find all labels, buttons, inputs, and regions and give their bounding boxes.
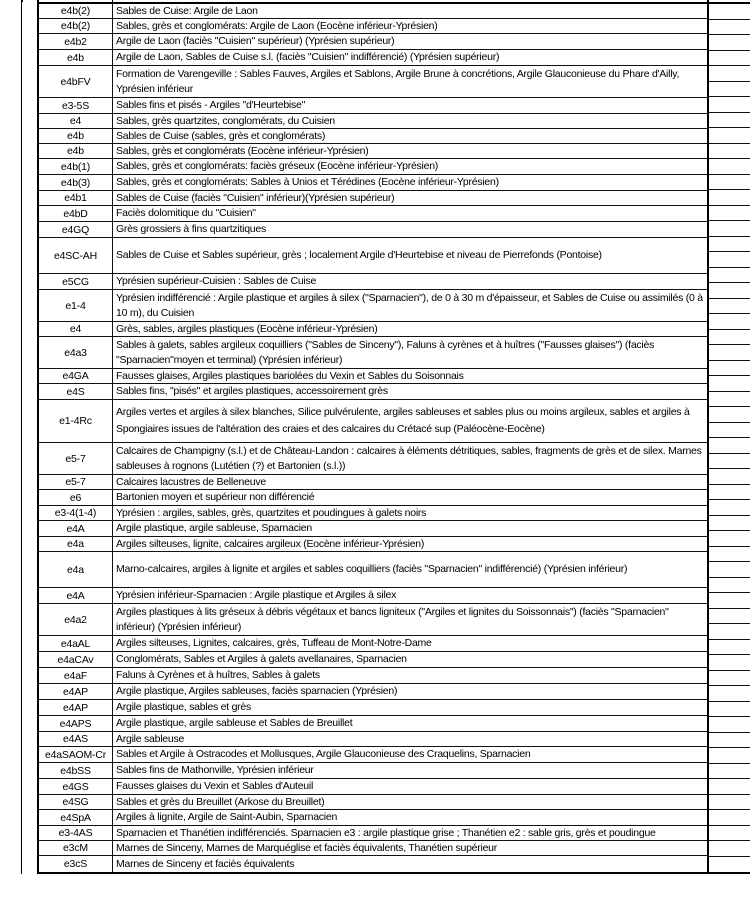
unit-description-cell [113, 50, 707, 65]
unit-code-cell: e4a3 [39, 337, 113, 368]
right-column-empty-cell [709, 314, 750, 330]
unit-description-cell [113, 66, 707, 97]
unit-code-cell: e4 [39, 322, 113, 336]
unit-description-cell [113, 604, 707, 635]
table-row [39, 322, 707, 337]
table-row [39, 19, 707, 34]
unit-description-cell [113, 98, 707, 113]
right-column-empty-cell [709, 361, 750, 377]
table-row [39, 856, 707, 872]
unit-code-cell: e3-5S [39, 98, 113, 113]
unit-code-cell: e4AP [39, 700, 113, 715]
unit-code-cell: e4A [39, 588, 113, 603]
table-row [39, 191, 707, 206]
unit-code-cell: e1-4 [39, 290, 113, 321]
unit-description-text: Marnes de Sinceny, Marnes de Marquéglise et faciès équivalents, Thanétien supérieur [116, 841, 498, 854]
unit-description-cell [113, 443, 707, 474]
unit-description-cell [113, 732, 707, 746]
unit-description-text: Sables, grès et conglomérats: Sables à Unios et Térédines (Eocène inférieur-Yprésien) [116, 176, 499, 188]
unit-description-cell [113, 795, 707, 809]
right-column-empty-cell [709, 841, 750, 857]
unit-code-cell: e4b [39, 144, 113, 158]
unit-description-text: Argile plastique, argile sableuse et Sables de Breuillet [116, 717, 353, 729]
right-column-empty-cell [709, 113, 750, 129]
unit-description-cell [113, 114, 707, 128]
table-row [39, 238, 707, 274]
unit-code-cell: e4a2 [39, 604, 113, 635]
table-row [39, 98, 707, 114]
table-row [39, 159, 707, 175]
unit-description-text: Marnes de Sinceny et faciès équivalents [116, 857, 295, 870]
right-column-empty-cell [709, 686, 750, 702]
right-column-empty-cell [709, 500, 750, 516]
unit-code-cell: e4GS [39, 779, 113, 794]
table-row [39, 668, 707, 684]
table-row [39, 604, 707, 636]
unit-code-cell: e4b [39, 129, 113, 143]
table-row [39, 521, 707, 537]
unit-description-cell [113, 684, 707, 699]
table-row [39, 443, 707, 475]
table-row [39, 732, 707, 747]
unit-description-cell [113, 506, 707, 520]
table-row [39, 506, 707, 521]
right-column-empty-cell [709, 764, 750, 780]
unit-description-cell [113, 19, 707, 33]
table-row [39, 537, 707, 552]
right-column-empty-cell [709, 826, 750, 842]
right-column-empty-cell [709, 66, 750, 82]
unit-code-cell: e4GA [39, 369, 113, 383]
table-row [39, 700, 707, 716]
table-row [39, 34, 707, 50]
unit-code-cell: e5-7 [39, 443, 113, 474]
unit-code-cell: e4bSS [39, 763, 113, 778]
unit-description-cell [113, 322, 707, 336]
unit-description-text: Faciès dolomitique du "Cuisien" [116, 207, 256, 219]
right-column-empty-cell [709, 609, 750, 625]
unit-code-cell: e4aAL [39, 636, 113, 651]
right-column-empty-cell [709, 299, 750, 315]
unit-code-cell: e4b [39, 50, 113, 65]
table-row [39, 4, 707, 19]
unit-description-text: Sables fins et pisés - Argiles "d'Heurtebise" [116, 99, 306, 111]
unit-code-cell: e4b(3) [39, 175, 113, 190]
right-column-empty-cell [709, 144, 750, 160]
right-column-empty-cell [709, 82, 750, 98]
table-row [39, 369, 707, 384]
unit-description-cell [113, 588, 707, 603]
unit-description-text: Grès, sables, argiles plastiques (Eocène inférieur-Yprésien) [116, 322, 378, 335]
unit-description-text: Sables de Cuise (sables, grès et conglomérats) [116, 129, 326, 142]
unit-description-text: Argiles vertes et argiles à silex blanches, Silice pulvérulente, argiles sableuses et sables plus ou moins argileux, sables et argiles à Spongiaires issues de l'altération des craies et des calcaires du Crétacé sup (Paléocène-Eocène) [116, 406, 690, 435]
right-column-empty-cell [709, 671, 750, 687]
right-column-empty-cell [709, 20, 750, 36]
unit-description-cell [113, 763, 707, 778]
right-column-empty-cell [709, 252, 750, 268]
unit-code-cell: e1-4Rc [39, 400, 113, 442]
unit-code-cell: e4SC-AH [39, 238, 113, 273]
unit-code-cell: e4b1 [39, 191, 113, 205]
right-column-empty-cell [709, 159, 750, 175]
unit-description-cell [113, 810, 707, 825]
right-column-empty-cell [709, 562, 750, 578]
right-column-empty-cell [709, 454, 750, 470]
right-column-empty-cell [709, 640, 750, 656]
unit-code-cell: e4AP [39, 684, 113, 699]
unit-description-cell [113, 668, 707, 683]
table-row [39, 841, 707, 856]
unit-description-text: Sables fins de Mathonville, Yprésien inférieur [116, 764, 314, 776]
table-row [39, 588, 707, 604]
right-column-empty-cell [709, 330, 750, 346]
right-column-empty-cell [709, 810, 750, 826]
unit-code-cell: e3cM [39, 841, 113, 855]
unit-description-text: Sables, grès et conglomérats: Argile de Laon (Eocène inférieur-Yprésien) [116, 19, 438, 32]
unit-code-cell: e3-4(1-4) [39, 506, 113, 520]
unit-code-cell: e4aF [39, 668, 113, 683]
table-row [39, 50, 707, 66]
right-column-empty-cell [709, 283, 750, 299]
unit-description-text: Sables de Cuise et Sables supérieur, grès ; localement Argile d'Heurtebise et niveau de Pierrefonds (Pontoise) [116, 249, 602, 261]
unit-description-text: Argile plastique, Argiles sableuses, faciès sparnacien (Yprésien) [116, 685, 398, 697]
table-row [39, 826, 707, 841]
right-column-empty-cell [709, 268, 750, 284]
right-column-empty-cell [709, 485, 750, 501]
right-column-empty-cell [709, 376, 750, 392]
unit-description-cell [113, 856, 707, 872]
unit-description-text: Sables de Cuise (faciès "Cuisien" inférieur)(Yprésien supérieur) [116, 191, 395, 204]
right-column-empty-cell [709, 469, 750, 485]
unit-description-cell [113, 652, 707, 667]
unit-description-text: Conglomérats, Sables et Argiles à galets avellanaires, Sparnacien [116, 653, 407, 665]
unit-description-text: Fausses glaises du Vexin et Sables d'Auteuil [116, 780, 314, 792]
right-column-empty-cell [709, 97, 750, 113]
unit-description-cell [113, 700, 707, 715]
left-cut-column [21, 2, 37, 874]
unit-code-cell: e4AS [39, 732, 113, 746]
unit-description-cell [113, 129, 707, 143]
unit-description-text: Fausses glaises, Argiles plastiques bariolées du Vexin et Sables du Soisonnais [116, 369, 464, 382]
unit-code-cell: e4aSAOM-Cr [39, 747, 113, 762]
unit-code-cell: e3cS [39, 856, 113, 872]
unit-description-cell [113, 337, 707, 368]
unit-code-cell: e4bFV [39, 66, 113, 97]
table-row [39, 779, 707, 795]
geologic-legend-table-region [21, 2, 750, 874]
unit-description-cell [113, 34, 707, 49]
table-row [39, 206, 707, 222]
unit-description-cell [113, 521, 707, 536]
table-row [39, 400, 707, 443]
unit-description-text: Sables, grès et conglomérats: faciès gréseux (Eocène inférieur-Yprésien) [116, 160, 439, 172]
unit-description-text: Argiles plastiques à lits gréseux à débris végétaux et bancs ligniteux ("Argiles et lignites du Soissonnais") (faciès "Sparnacien" inférieur) (Yprésien inférieur) [116, 605, 669, 633]
right-column-empty-cell [709, 4, 750, 20]
table-row [39, 144, 707, 159]
unit-description-text: Yprésien indifférencié : Argile plastique et argiles à silex ("Sparnacien"), de 0 à 30 m d'épaisseur, et Sables de Cuise ou assimilés (0 à 10 m), du Cuisien [116, 291, 703, 319]
unit-code-cell: e4 [39, 114, 113, 128]
table-row [39, 290, 707, 322]
right-column-empty-cell [709, 237, 750, 253]
unit-description-text: Calcaires lacustres de Belleneuve [116, 475, 266, 488]
unit-description-cell [113, 222, 707, 237]
unit-description-cell [113, 290, 707, 321]
table-row [39, 490, 707, 506]
right-column-empty-cell [709, 717, 750, 733]
unit-description-cell [113, 175, 707, 190]
unit-description-cell [113, 552, 707, 587]
unit-code-cell: e4aCAv [39, 652, 113, 667]
unit-code-cell: e4bD [39, 206, 113, 221]
right-column-empty-cell [709, 423, 750, 439]
unit-description-cell [113, 206, 707, 221]
unit-description-text: Calcaires de Champigny (s.l.) et de Château-Landon : calcaires à éléments détritiques, sables, fragments de grès et de silex. Marnes sableuses à rognons (Lutétien (?) et Bartonien (s.l.)) [116, 444, 702, 472]
unit-code-cell: e4GQ [39, 222, 113, 237]
unit-description-cell [113, 369, 707, 383]
right-column-empty-cell [709, 531, 750, 547]
right-column-empty-cell [709, 392, 750, 408]
right-column-empty-cell [709, 593, 750, 609]
table-row [39, 636, 707, 652]
unit-code-cell: e4b2 [39, 34, 113, 49]
unit-description-text: Sables fins, "pisés" et argiles plastiques, accessoirement grès [116, 385, 388, 397]
table-row [39, 175, 707, 191]
table-row [39, 747, 707, 763]
right-column-empty-cell [709, 624, 750, 640]
right-cut-column [709, 2, 750, 874]
unit-code-cell: e6 [39, 490, 113, 505]
right-column-empty-cell [709, 438, 750, 454]
unit-description-text: Argile de Laon (faciès "Cuisien" supérieur) (Yprésien supérieur) [116, 35, 395, 47]
table-row [39, 274, 707, 290]
unit-description-text: Sparnacien et Thanétien indifférenciés. Sparnacien e3 : argile plastique grise ; Thanétien e2 : sable gris, grès et poudingue [116, 826, 656, 839]
unit-code-cell: e4APS [39, 716, 113, 731]
unit-description-text: Marno-calcaires, argiles à lignite et argiles et sables coquilliers (faciès "Sparnacien" indifférencié) (Yprésien inférieur) [116, 563, 628, 575]
unit-description-text: Argile plastique, sables et grès [116, 701, 251, 713]
unit-description-cell [113, 159, 707, 174]
table-row [39, 222, 707, 238]
unit-description-cell [113, 191, 707, 205]
unit-code-cell: e4b(1) [39, 159, 113, 174]
table-row [39, 337, 707, 369]
unit-code-cell: e4SG [39, 795, 113, 809]
unit-description-cell [113, 779, 707, 794]
right-column-empty-cell [709, 748, 750, 764]
unit-code-cell: e4a [39, 537, 113, 551]
right-column-empty-cell [709, 702, 750, 718]
unit-description-cell [113, 384, 707, 399]
unit-description-cell [113, 841, 707, 855]
right-column-empty-cell [709, 35, 750, 51]
right-column-empty-cell [709, 206, 750, 222]
unit-code-cell: e4S [39, 384, 113, 399]
unit-description-cell [113, 144, 707, 158]
table-row [39, 652, 707, 668]
right-column-empty-cell [709, 795, 750, 811]
right-column-empty-cell [709, 547, 750, 563]
table-row [39, 66, 707, 98]
right-column-empty-cell [709, 857, 750, 873]
table-row [39, 795, 707, 810]
unit-description-text: Sables et Argile à Ostracodes et Mollusques, Argile Glauconieuse des Craquelins, Sparnacien [116, 748, 531, 760]
right-column-empty-cell [709, 578, 750, 594]
unit-description-cell [113, 490, 707, 505]
unit-description-text: Yprésien inférieur-Sparnacien : Argile plastique et Argiles à silex [116, 589, 397, 601]
unit-code-cell: e4A [39, 521, 113, 536]
unit-description-cell [113, 238, 707, 273]
unit-description-text: Argiles silteuses, lignite, calcaires argileux (Eocène inférieur-Yprésien) [116, 537, 425, 550]
right-column-empty-cell [709, 345, 750, 361]
table-row [39, 114, 707, 129]
unit-description-cell [113, 826, 707, 840]
right-column-empty-cell [709, 190, 750, 206]
right-column-empty-cell [709, 128, 750, 144]
right-column-empty-cell [709, 779, 750, 795]
table-row [39, 716, 707, 732]
right-column-empty-cell [709, 175, 750, 191]
unit-description-cell [113, 747, 707, 762]
table-row [39, 763, 707, 779]
unit-description-text: Argiles silteuses, Lignites, calcaires, grès, Tuffeau de Mont-Notre-Dame [116, 637, 432, 649]
unit-code-cell: e4b(2) [39, 4, 113, 18]
unit-description-text: Sables de Cuise: Argile de Laon [116, 4, 258, 17]
unit-description-text: Sables, grès et conglomérats (Eocène inférieur-Yprésien) [116, 144, 369, 157]
unit-description-cell [113, 716, 707, 731]
unit-description-cell [113, 4, 707, 18]
unit-code-cell: e5-7 [39, 475, 113, 489]
right-column-empty-cell [709, 407, 750, 423]
unit-description-cell [113, 537, 707, 551]
unit-description-text: Argile de Laon, Sables de Cuise s.l. (faciès "Cuisien" indifférencié) (Yprésien supérieur) [116, 51, 500, 63]
unit-description-text: Faluns à Cyrènes et à huîtres, Sables à galets [116, 669, 320, 681]
legend-table [37, 2, 709, 874]
unit-description-text: Formation de Varengeville : Sables Fauves, Argiles et Sablons, Argile Brune à concrétions, Argile Glauconieuse du Phare d'Ailly, Yprésien inférieur [116, 67, 680, 95]
right-column-empty-cell [709, 516, 750, 532]
unit-description-cell [113, 400, 707, 442]
unit-description-cell [113, 274, 707, 289]
right-column-empty-cell [709, 655, 750, 671]
table-row [39, 475, 707, 490]
unit-description-cell [113, 636, 707, 651]
unit-description-text: Argiles à lignite, Argile de Saint-Aubin, Sparnacien [116, 811, 338, 823]
right-column-empty-cell [709, 51, 750, 67]
right-column-empty-cell [709, 733, 750, 749]
unit-code-cell: e4a [39, 552, 113, 587]
table-row [39, 684, 707, 700]
unit-description-text: Grès grossiers à fins quartzitiques [116, 223, 266, 235]
table-row [39, 810, 707, 826]
right-column-empty-cell [709, 221, 750, 237]
unit-description-text: Sables, grès quartzites, conglomérats, du Cuisien [116, 114, 335, 127]
unit-description-text: Bartonien moyen et supérieur non différencié [116, 491, 315, 503]
table-row [39, 384, 707, 400]
unit-description-cell [113, 475, 707, 489]
unit-description-text: Sables et grès du Breuillet (Arkose du Breuillet) [116, 795, 325, 808]
unit-description-text: Argile plastique, argile sableuse, Sparnacien [116, 522, 312, 534]
unit-code-cell: e3-4AS [39, 826, 113, 840]
unit-description-text: Yprésien : argiles, sables, grès, quartzites et poudingues à galets noirs [116, 506, 427, 519]
unit-code-cell: e4b(2) [39, 19, 113, 33]
table-row [39, 552, 707, 588]
unit-description-text: Yprésien supérieur-Cuisien : Sables de Cuise [116, 275, 317, 287]
unit-description-text: Argile sableuse [116, 732, 185, 745]
unit-code-cell: e4SpA [39, 810, 113, 825]
unit-description-text: Sables à galets, sables argileux coquilliers ("Sables de Sinceny"), Faluns à cyrènes et à huîtres ("Fausses glaises") (faciès "Sparnacien"moyen et terminal) (Yprésien inférieur) [116, 338, 655, 366]
table-row [39, 129, 707, 144]
unit-code-cell: e5CG [39, 274, 113, 289]
